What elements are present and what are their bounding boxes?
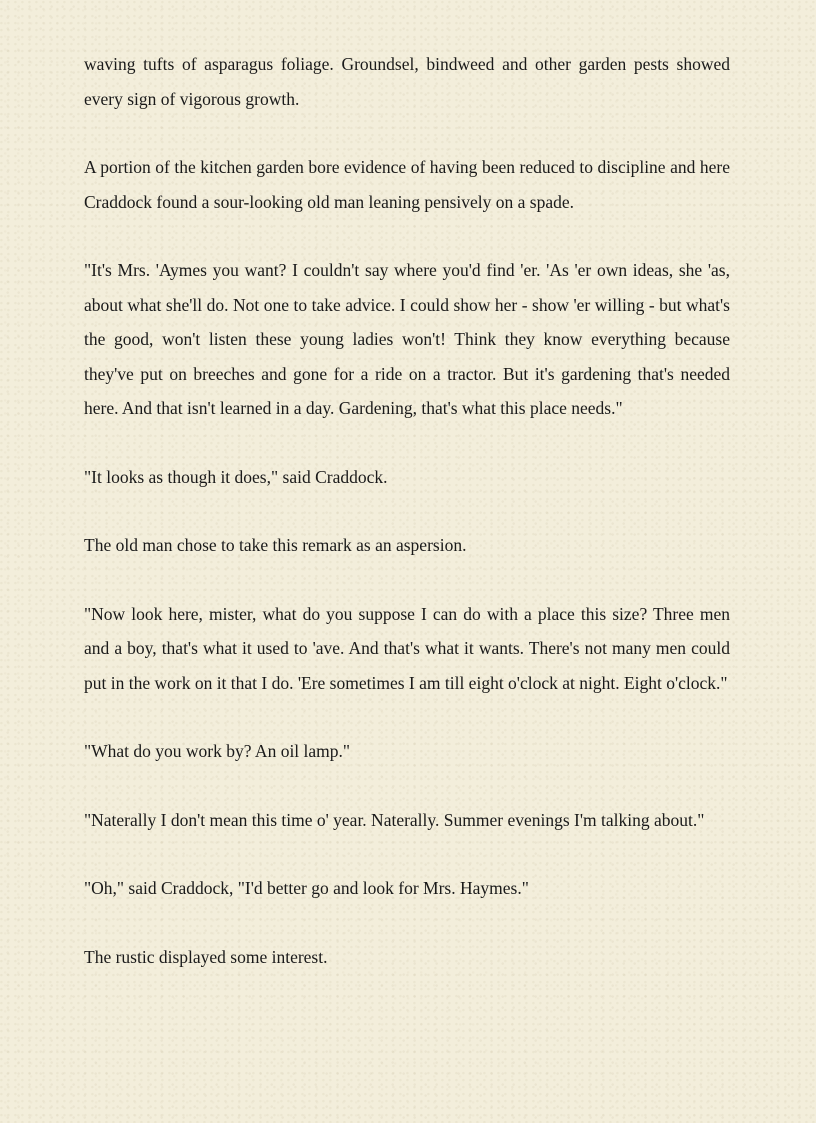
paragraph: "Naterally I don't mean this time o' year. Naterally. Summer evenings I'm talking about." xyxy=(84,809,705,830)
paragraph: "Now look here, mister, what do you suppose I can do with a place this size? Three men and a boy, that's what it used to 'ave. And that's what it wants. There's not many men could put in the work on it that I do. 'Ere sometimes I am till eight o'clock at night. Eight o'clock." xyxy=(84,603,730,693)
paragraph: The rustic displayed some interest. xyxy=(84,946,328,967)
paragraph: "What do you work by? An oil lamp." xyxy=(84,741,351,761)
document-page xyxy=(84,47,730,974)
paragraph: A portion of the kitchen garden bore evidence of having been reduced to discipline and here Craddock found a sour-looking old man leaning pensively on a spade. xyxy=(84,157,730,212)
paragraph: "It looks as though it does," said Craddock. xyxy=(84,466,388,487)
paragraph: waving tufts of asparagus foliage. Groundsel, bindweed and other garden pests showed every sign of vigorous growth. xyxy=(84,54,730,109)
paragraph: The old man chose to take this remark as an aspersion. xyxy=(84,535,467,555)
paragraph: "Oh," said Craddock, "I'd better go and look for Mrs. Haymes." xyxy=(84,878,529,898)
paragraph: "It's Mrs. 'Aymes you want? I couldn't say where you'd find 'er. 'As 'er own ideas, she 'as, about what she'll do. Not one to take advice. I could show her - show 'er willing - but what's the good, won't listen these young ladies won't! Think they know everything because they've put on breeches and gone for a ride on a tractor. But it's gardening that's needed here. And that isn't learned in a day. Gardening, that's what this place needs." xyxy=(84,260,730,418)
